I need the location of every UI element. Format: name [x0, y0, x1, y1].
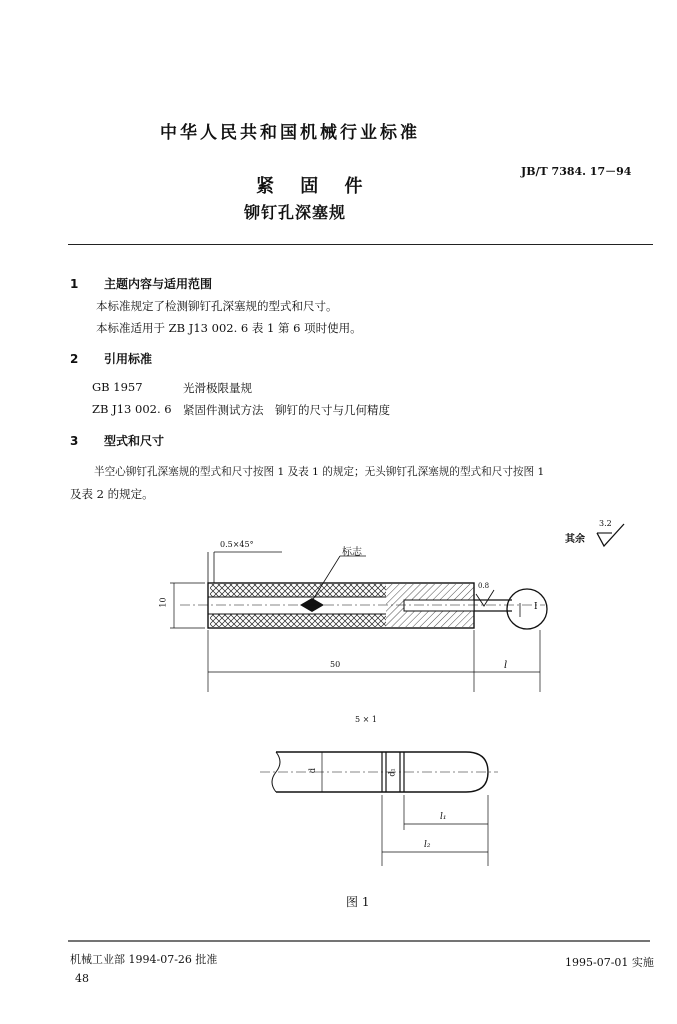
- gauge-detail-view: [260, 752, 498, 866]
- diameter-dimension: 10: [158, 597, 168, 608]
- l2-dimension: l₂: [424, 840, 431, 850]
- section-number: 2: [70, 352, 79, 366]
- detail-scale-label: 5 × 1: [355, 715, 377, 724]
- l1-dimension: l₁: [440, 812, 447, 822]
- d1-dimension: d₁: [387, 768, 397, 777]
- section-1-para-1: 本标准规定了检测铆钉孔深塞规的型式和尺寸。: [96, 299, 338, 313]
- pin-roughness-label: 0.8: [478, 582, 490, 590]
- effective-date: 1995-07-01 实施: [565, 956, 654, 969]
- gauge-main-view: [170, 552, 547, 692]
- reference-code: GB 1957: [92, 380, 143, 394]
- reference-name: 光滑极限量规: [183, 381, 252, 395]
- section-number: 3: [70, 434, 79, 448]
- figure-caption: 图 1: [346, 895, 370, 909]
- issuing-body-title: 中华人民共和国机械行业标准: [160, 123, 420, 143]
- reference-code: ZB J13 002. 6: [92, 402, 172, 416]
- standard-number: JB/T 7384. 17－94: [521, 165, 632, 178]
- section-3-para-1: 半空心铆钉孔深塞规的型式和尺寸按图 1 及表 1 的规定；无头铆钉孔深塞规的型式和尺寸按图 1: [94, 466, 545, 478]
- section-title: 型式和尺寸: [104, 434, 165, 448]
- detail-label: I: [534, 602, 538, 612]
- marking-label: 标志: [342, 547, 362, 558]
- page-number: 48: [75, 972, 89, 985]
- length-dimension: 50: [330, 660, 341, 669]
- approval-line: 机械工业部 1994-07-26 批准: [70, 953, 218, 966]
- roughness-label: 其余: [565, 534, 585, 545]
- section-number: 1: [70, 277, 79, 291]
- section-3-para-2: 及表 2 的规定。: [70, 487, 154, 501]
- section-1-para-2: 本标准适用于 ZB J13 002. 6 表 1 第 6 项时使用。: [96, 321, 362, 335]
- document-title-line1: 紧 固 件: [256, 176, 373, 197]
- l-dimension: l: [504, 660, 508, 671]
- section-title: 主题内容与适用范围: [104, 277, 213, 291]
- document-title-line2: 铆钉孔深塞规: [244, 203, 347, 222]
- section-title: 引用标准: [104, 352, 153, 366]
- reference-name: 紧固件测试方法 铆钉的尺寸与几何精度: [183, 403, 390, 417]
- roughness-value: 3.2: [599, 519, 612, 528]
- chamfer-label: 0.5×45°: [220, 540, 254, 549]
- d-dimension: d: [308, 767, 318, 774]
